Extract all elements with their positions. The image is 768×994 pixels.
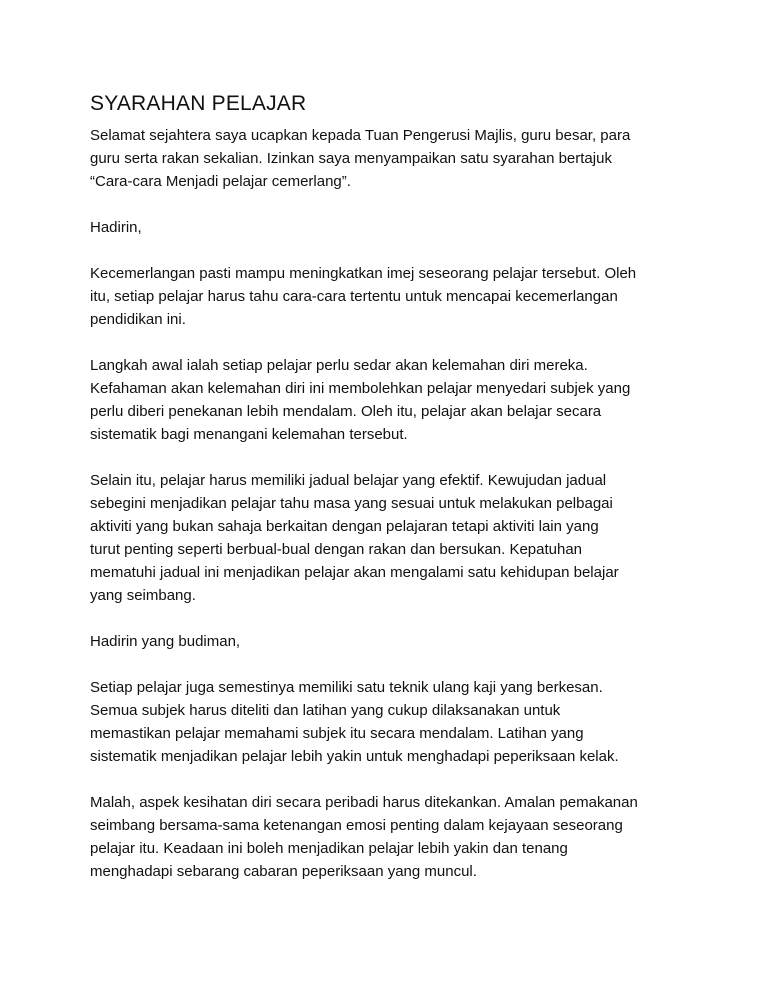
paragraph-line: menghadapi sebarang cabaran peperiksaan yang muncul.: [90, 863, 477, 880]
paragraph-line: Hadirin,: [90, 219, 142, 236]
paragraph-line: seimbang bersama-sama ketenangan emosi penting dalam kejayaan seseorang: [90, 817, 623, 834]
paragraph-line: memastikan pelajar memahami subjek itu secara mendalam. Latihan yang: [90, 725, 584, 742]
document-title: SYARAHAN PELAJAR: [90, 92, 307, 115]
paragraph-line: Malah, aspek kesihatan diri secara peribadi harus ditekankan. Amalan pemakanan: [90, 794, 638, 811]
paragraph-step-one: [90, 354, 690, 446]
paragraph-line: pendidikan ini.: [90, 311, 186, 328]
paragraph-line: guru serta rakan sekalian. Izinkan saya menyampaikan satu syarahan bertajuk: [90, 150, 612, 167]
paragraph-line: Langkah awal ialah setiap pelajar perlu sedar akan kelemahan diri mereka.: [90, 357, 588, 374]
document-page: [90, 90, 690, 906]
paragraph-line: Setiap pelajar juga semestinya memiliki satu teknik ulang kaji yang berkesan.: [90, 679, 603, 696]
paragraph-line: turut penting seperti berbual-bual dengan rakan dan bersukan. Kepatuhan: [90, 541, 583, 558]
paragraph-line: Hadirin yang budiman,: [90, 633, 241, 650]
paragraph-greeting: [90, 124, 690, 193]
paragraph-line: sistematik bagi menangani kelemahan tersebut.: [90, 426, 408, 443]
paragraph-line: Semua subjek harus diteliti dan latihan yang cukup dilaksanakan untuk: [90, 702, 561, 719]
paragraph-line: Selamat sejahtera saya ucapkan kepada Tuan Pengerusi Majlis, guru besar, para: [90, 127, 631, 144]
paragraph-line: mematuhi jadual ini menjadikan pelajar akan mengalami satu kehidupan belajar: [90, 564, 619, 581]
paragraph-line: sebegini menjadikan pelajar tahu masa yang sesuai untuk melakukan pelbagai: [90, 495, 613, 512]
paragraph-intro: [90, 262, 690, 331]
paragraph-line: sistematik menjadikan pelajar lebih yakin untuk menghadapi peperiksaan kelak.: [90, 748, 619, 765]
paragraph-line: Kefahaman akan kelemahan diri ini membolehkan pelajar menyedari subjek yang: [90, 380, 631, 397]
paragraph-line: itu, setiap pelajar harus tahu cara-cara tertentu untuk mencapai kecemerlangan: [90, 288, 618, 305]
paragraph-line: yang seimbang.: [90, 587, 196, 604]
paragraph-salutation: [90, 216, 690, 239]
paragraph-line: “Cara-cara Menjadi pelajar cemerlang”.: [90, 173, 351, 190]
paragraph-schedule: [90, 469, 690, 607]
paragraph-line: Kecemerlangan pasti mampu meningkatkan imej seseorang pelajar tersebut. Oleh: [90, 265, 637, 282]
paragraph-revision: [90, 676, 690, 768]
paragraph-line: perlu diberi penekanan lebih mendalam. Oleh itu, pelajar akan belajar secara: [90, 403, 602, 420]
paragraph-health: [90, 791, 690, 883]
paragraph-line: Selain itu, pelajar harus memiliki jadual belajar yang efektif. Kewujudan jadual: [90, 472, 607, 489]
paragraph-line: pelajar itu. Keadaan ini boleh menjadikan pelajar lebih yakin dan tenang: [90, 840, 568, 857]
paragraph-salutation-2: [90, 630, 690, 653]
paragraph-line: aktiviti yang bukan sahaja berkaitan dengan pelajaran tetapi aktiviti lain yang: [90, 518, 599, 535]
